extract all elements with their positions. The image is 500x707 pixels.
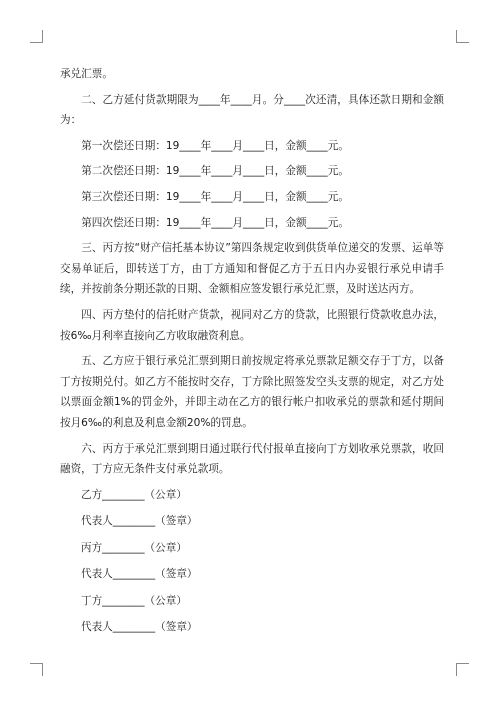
signature-rep-b: 代表人________（签章） [81, 515, 198, 528]
signature-party-c: 丙方________（公章） [81, 541, 187, 554]
repayment-line-1: 第一次偿还日期：19____年____月____日，金额____元。 [81, 139, 349, 152]
signature-party-d: 丁方________（公章） [81, 594, 187, 607]
repayment-line-2: 第二次偿还日期：19____年____月____日，金额____元。 [81, 165, 349, 178]
repayment-line-3: 第三次偿还日期：19____年____月____日，金额____元。 [81, 190, 349, 203]
repayment-line-4: 第四次偿还日期：19____年____月____日，金额____元。 [81, 216, 349, 229]
paragraph-continuation: 承兑汇票。 [60, 68, 113, 80]
clause-2: 二、乙方延付货款期限为____年____月。分____次还清，具体还款日期和金额为： [60, 93, 444, 127]
signature-rep-d: 代表人________（签章） [81, 621, 198, 634]
page-corner-mark-bottom-left [30, 663, 43, 676]
page-corner-mark-bottom-right [456, 663, 469, 676]
page-corner-mark-top-left [30, 30, 43, 43]
clause-5: 五、乙方应于银行承兑汇票到期日前按规定将承兑票款足额交存于丁方，以备丁方按期兑付。如乙方不能按时交存，丁方除比照签发空头支票的规定，对乙方处以票面金额1%的罚金外，并即主动在乙方的银行帐户扣收承兑的票款和延付期间按月6‰的利息及利息金额20%的罚息。 [60, 355, 444, 429]
signature-block [60, 485, 444, 644]
clause-3: 三、丙方按“财产信托基本协议”第四条规定收到供货单位递交的发票、运单等交易单证后，即转送丁方，由丁方通知和督促乙方于五日内办妥银行承兑申请手续，并按前条分期还款的日期、金额相应签发银行承兑汇票，及时送达丙方。 [60, 242, 444, 296]
signature-party-b: 乙方________（公章） [81, 488, 187, 501]
clause-6: 六、丙方于承兑汇票到期日通过联行代付报单直接向丁方划收承兑票款，收回融资，丁方应无条件支付承兑款项。 [60, 442, 444, 476]
document-page [60, 64, 444, 644]
page-corner-mark-top-right [456, 30, 469, 43]
signature-rep-c: 代表人________（签章） [81, 568, 198, 581]
clause-4: 四、丙方垫付的信托财产货款，视同对乙方的贷款，比照银行贷款收息办法，按6‰月利率直接向乙方收取融资利息。 [60, 308, 444, 342]
